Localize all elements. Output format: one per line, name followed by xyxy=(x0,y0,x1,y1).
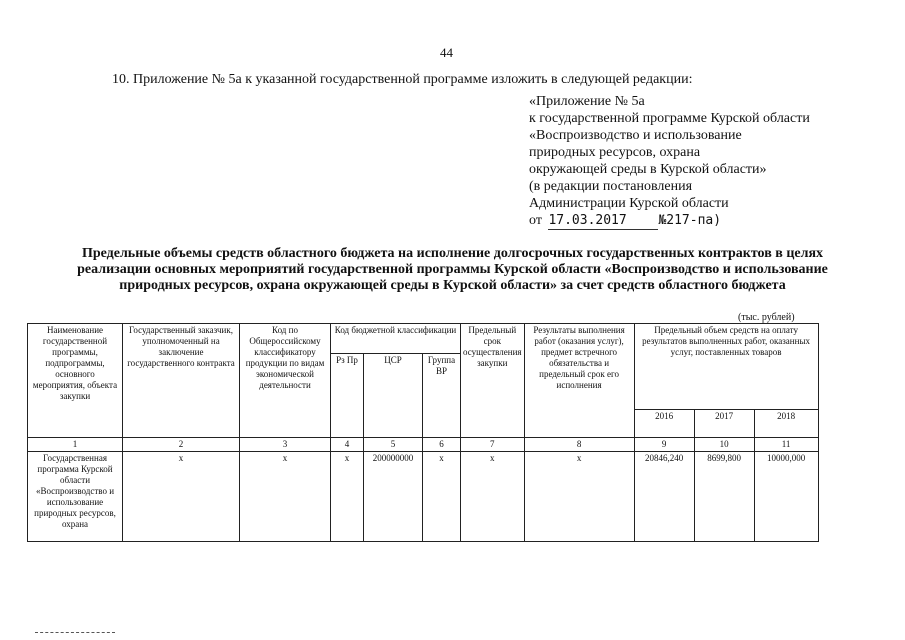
appendix-from: от xyxy=(529,213,542,228)
appendix-line: «Приложение № 5а xyxy=(529,94,645,109)
document-title: Предельные объемы средств областного бюджета на исполнение долгосрочных государственных контрактов в целях реализации основных мероприятий государственной программы Курской области «Воспроизводство и использование природных ресурсов, охрана окружающей среды в Курской области» за счет средств областного бюджета xyxy=(77,246,828,293)
intro-paragraph: 10. Приложение № 5а к указанной государственной программе изложить в следующей редакции: xyxy=(112,72,693,87)
column-number: 1 xyxy=(28,438,123,452)
header-volume: Предельный объем средств на оплату результатов выполненных работ, оказанных услуг, поставленных товаров xyxy=(634,324,818,410)
column-number: 8 xyxy=(524,438,634,452)
column-number: 5 xyxy=(364,438,423,452)
column-number: 2 xyxy=(123,438,240,452)
cell-okpd: х xyxy=(240,452,331,542)
cell-2017: 8699,800 xyxy=(694,452,754,542)
appendix-line: «Воспроизводство и использование xyxy=(529,128,742,143)
header-year: 2018 xyxy=(754,410,818,438)
cell-term: х xyxy=(461,452,525,542)
header-rzpr: Рз Пр xyxy=(331,354,364,438)
table-row xyxy=(28,452,819,542)
column-number: 3 xyxy=(240,438,331,452)
appendix-line: к государственной программе Курской области xyxy=(529,111,810,126)
appendix-line: (в редакции постановления xyxy=(529,179,693,194)
budget-table xyxy=(27,323,819,542)
cell-vr: х xyxy=(423,452,461,542)
header-vr: Группа ВР xyxy=(423,354,461,438)
header-customer: Государственный заказчик, уполномоченный на заключение государственного контракта xyxy=(123,324,240,438)
column-number: 9 xyxy=(634,438,694,452)
column-number: 4 xyxy=(331,438,364,452)
footer-divider xyxy=(35,632,115,633)
header-year: 2016 xyxy=(634,410,694,438)
header-okpd: Код по Общероссийскому классификатору продукции по видам экономической деятельности xyxy=(240,324,331,438)
header-budget-code: Код бюджетной классификации xyxy=(331,324,461,354)
header-term: Предельный срок осуществления закупки xyxy=(461,324,525,438)
cell-2016: 20846,240 xyxy=(634,452,694,542)
header-name: Наименование государственной программы, подпрограммы, основного мероприятия, объекта закупки xyxy=(28,324,123,438)
column-number: 6 xyxy=(423,438,461,452)
cell-results: х xyxy=(524,452,634,542)
cell-name: Государственная программа Курской области «Воспроизводство и использование природных ресурсов, охрана xyxy=(28,452,123,542)
column-number: 10 xyxy=(694,438,754,452)
page-number: 44 xyxy=(440,45,453,60)
cell-customer: х xyxy=(123,452,240,542)
appendix-date: 17.03.2017 xyxy=(548,212,658,230)
header-results: Результаты выполнения работ (оказания услуг), предмет встречного обязательства и предельный срок его исполнения xyxy=(524,324,634,438)
units-label: (тыс. рублей) xyxy=(738,312,795,323)
column-number: 7 xyxy=(461,438,525,452)
cell-2018: 10000,000 xyxy=(754,452,818,542)
appendix-line: Администрации Курской области xyxy=(529,196,729,211)
cell-csr: 200000000 xyxy=(364,452,423,542)
column-number: 11 xyxy=(754,438,818,452)
appendix-line: окружающей среды в Курской области» xyxy=(529,162,767,177)
header-year: 2017 xyxy=(694,410,754,438)
appendix-header xyxy=(529,93,810,230)
appendix-number: №217-па) xyxy=(658,213,722,228)
header-csr: ЦСР xyxy=(364,354,423,438)
appendix-line: природных ресурсов, охрана xyxy=(529,145,701,160)
cell-rzpr: х xyxy=(331,452,364,542)
appendix-date-line xyxy=(529,212,810,230)
